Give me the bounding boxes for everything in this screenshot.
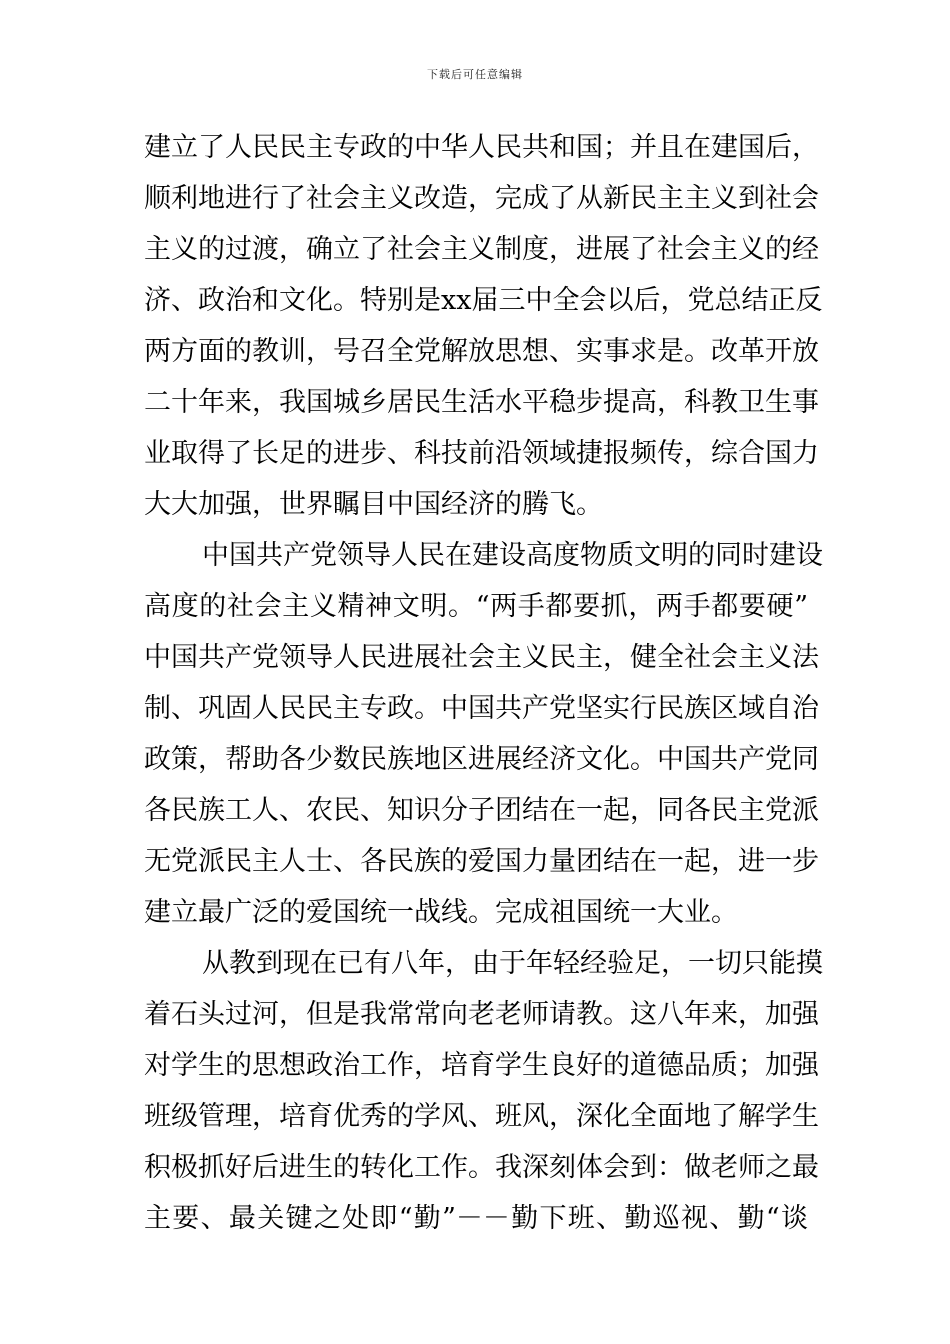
paragraph-2-line-1: 中国共产党领导人民在建设高度物质文明的同时建设 xyxy=(202,540,823,571)
paragraph-2-line-6: 各民族工人、农民、知识分子团结在一起，同各民主党派 xyxy=(144,795,819,826)
paragraph-1-line-2: 顺利地进行了社会主义改造，完成了从新民主主义到社会 xyxy=(144,183,819,214)
paragraph-1-line-7: 业取得了长足的进步、科技前沿领域捷报频传，综合国力 xyxy=(144,438,819,469)
paragraph-1-line-6: 二十年来，我国城乡居民生活水平稳步提高，科教卫生事 xyxy=(144,387,819,418)
paragraph-3-line-5: 积极抓好后进生的转化工作。我深刻体会到：做老师之最 xyxy=(144,1152,819,1183)
paragraph-1-line-5: 两方面的教训，号召全党解放思想、实事求是。改革开放 xyxy=(144,336,819,367)
paragraph-1-line-4: 济、政治和文化。特别是xx届三中全会以后，党总结正反 xyxy=(144,285,823,316)
paragraph-3-line-1: 从教到现在已有八年，由于年轻经验足，一切只能摸 xyxy=(202,948,823,979)
paragraph-3-line-3: 对学生的思想政治工作，培育学生良好的道德品质；加强 xyxy=(144,1050,819,1081)
paragraph-2-line-2: 高度的社会主义精神文明。“两手都要抓，两手都要硬” xyxy=(144,591,808,622)
paragraph-1-line-1: 建立了人民民主专政的中华人民共和国；并且在建国后， xyxy=(144,132,819,163)
paragraph-3-line-4: 班级管理，培育优秀的学风、班风，深化全面地了解学生 xyxy=(144,1101,819,1132)
paragraph-2-line-3: 中国共产党领导人民进展社会主义民主，健全社会主义法 xyxy=(144,642,819,673)
paragraph-2-line-4: 制、巩固人民民主专政。中国共产党坚实行民族区域自治 xyxy=(144,693,819,724)
paragraph-3-line-6: 主要、最关键之处即“勤”－－勤下班、勤巡视、勤“谈 xyxy=(144,1203,808,1234)
paragraph-1-line-8: 大大加强，世界瞩目中国经济的腾飞。 xyxy=(144,489,603,520)
page-header: 下载后可任意编辑 xyxy=(427,68,523,81)
paragraph-2-line-5: 政策，帮助各少数民族地区进展经济文化。中国共产党同 xyxy=(144,744,819,775)
paragraph-2-line-8: 建立最广泛的爱国统一战线。完成祖国统一大业。 xyxy=(144,897,738,928)
paragraph-3-line-2: 着石头过河，但是我常常向老老师请教。这八年来，加强 xyxy=(144,999,819,1030)
paragraph-1-line-3: 主义的过渡，确立了社会主义制度，进展了社会主义的经 xyxy=(144,234,819,265)
paragraph-2-line-7: 无党派民主人士、各民族的爱国力量团结在一起，进一步 xyxy=(144,846,819,877)
